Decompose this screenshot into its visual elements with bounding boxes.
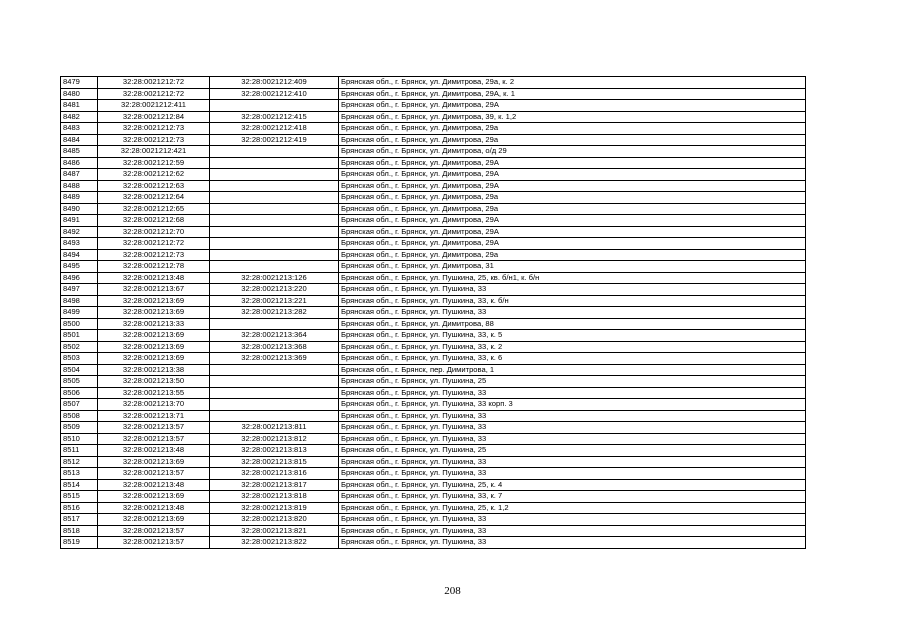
table-row [61, 77, 806, 89]
row-number-cell: 8514 [61, 479, 98, 491]
address-cell: Брянская обл., г. Брянск, ул. Пушкина, 33, к. 6 [339, 353, 806, 365]
address-cell: Брянская обл., г. Брянск, ул. Димитрова, 88 [339, 318, 806, 330]
address-cell: Брянская обл., г. Брянск, ул. Димитрова, 29А [339, 180, 806, 192]
row-number-cell: 8505 [61, 376, 98, 388]
row-number-cell: 8513 [61, 468, 98, 480]
object-number-cell [210, 100, 339, 112]
address-cell: Брянская обл., г. Брянск, ул. Пушкина, 33 [339, 433, 806, 445]
address-cell: Брянская обл., г. Брянск, ул. Пушкина, 33 [339, 468, 806, 480]
object-number-cell [210, 146, 339, 158]
parcel-number-cell: 32:28:0021213:70 [98, 399, 210, 411]
address-cell: Брянская обл., г. Брянск, ул. Димитрова, 29а [339, 203, 806, 215]
table-row [61, 272, 806, 284]
row-number-cell: 8508 [61, 410, 98, 422]
object-number-cell: 32:28:0021213:817 [210, 479, 339, 491]
parcel-number-cell: 32:28:0021213:38 [98, 364, 210, 376]
table-row [61, 318, 806, 330]
parcel-number-cell: 32:28:0021212:68 [98, 215, 210, 227]
table-row [61, 433, 806, 445]
address-cell: Брянская обл., г. Брянск, ул. Димитрова, 29А [339, 238, 806, 250]
address-cell: Брянская обл., г. Брянск, ул. Димитрова, 29а [339, 192, 806, 204]
parcel-number-cell: 32:28:0021212:62 [98, 169, 210, 181]
parcel-number-cell: 32:28:0021213:48 [98, 479, 210, 491]
object-number-cell: 32:28:0021213:368 [210, 341, 339, 353]
object-number-cell: 32:28:0021213:126 [210, 272, 339, 284]
parcel-number-cell: 32:28:0021213:33 [98, 318, 210, 330]
row-number-cell: 8511 [61, 445, 98, 457]
object-number-cell: 32:28:0021213:282 [210, 307, 339, 319]
row-number-cell: 8502 [61, 341, 98, 353]
row-number-cell: 8486 [61, 157, 98, 169]
parcel-number-cell: 32:28:0021213:69 [98, 330, 210, 342]
parcel-number-cell: 32:28:0021213:57 [98, 525, 210, 537]
row-number-cell: 8506 [61, 387, 98, 399]
address-cell: Брянская обл., г. Брянск, ул. Димитрова, 29а, к. 2 [339, 77, 806, 89]
table-row [61, 261, 806, 273]
parcel-number-cell: 32:28:0021212:73 [98, 134, 210, 146]
table-row [61, 215, 806, 227]
table-row [61, 100, 806, 112]
table-row [61, 364, 806, 376]
parcel-number-cell: 32:28:0021213:69 [98, 295, 210, 307]
table-row [61, 491, 806, 503]
address-cell: Брянская обл., г. Брянск, ул. Пушкина, 33 [339, 410, 806, 422]
parcel-number-cell: 32:28:0021212:65 [98, 203, 210, 215]
parcel-number-cell: 32:28:0021212:411 [98, 100, 210, 112]
object-number-cell: 32:28:0021212:419 [210, 134, 339, 146]
table-row [61, 226, 806, 238]
table-row [61, 330, 806, 342]
parcel-number-cell: 32:28:0021213:57 [98, 433, 210, 445]
object-number-cell: 32:28:0021213:813 [210, 445, 339, 457]
row-number-cell: 8496 [61, 272, 98, 284]
page-number: 208 [444, 585, 461, 597]
parcel-number-cell: 32:28:0021212:421 [98, 146, 210, 158]
object-number-cell: 32:28:0021212:418 [210, 123, 339, 135]
object-number-cell: 32:28:0021213:821 [210, 525, 339, 537]
address-cell: Брянская обл., г. Брянск, ул. Димитрова, 29А, к. 1 [339, 88, 806, 100]
object-number-cell [210, 410, 339, 422]
parcel-number-cell: 32:28:0021213:69 [98, 341, 210, 353]
object-number-cell: 32:28:0021213:815 [210, 456, 339, 468]
parcel-number-cell: 32:28:0021213:71 [98, 410, 210, 422]
table-row [61, 525, 806, 537]
parcel-number-cell: 32:28:0021212:70 [98, 226, 210, 238]
table-row [61, 445, 806, 457]
address-cell: Брянская обл., г. Брянск, ул. Пушкина, 33 [339, 537, 806, 549]
address-cell: Брянская обл., г. Брянск, ул. Пушкина, 33 [339, 284, 806, 296]
table-row [61, 249, 806, 261]
table-row [61, 353, 806, 365]
parcel-number-cell: 32:28:0021213:57 [98, 468, 210, 480]
address-cell: Брянская обл., г. Брянск, ул. Пушкина, 33 корп. 3 [339, 399, 806, 411]
address-cell: Брянская обл., г. Брянск, ул. Пушкина, 33, к. б/н [339, 295, 806, 307]
address-cell: Брянская обл., г. Брянск, ул. Димитрова, 31 [339, 261, 806, 273]
address-cell: Брянская обл., г. Брянск, ул. Димитрова, 29А [339, 226, 806, 238]
row-number-cell: 8492 [61, 226, 98, 238]
object-number-cell: 32:28:0021213:812 [210, 433, 339, 445]
address-cell: Брянская обл., г. Брянск, ул. Пушкина, 33, к. 2 [339, 341, 806, 353]
object-number-cell: 32:28:0021213:364 [210, 330, 339, 342]
table-row [61, 376, 806, 388]
table-body [61, 77, 806, 549]
object-number-cell: 32:28:0021213:811 [210, 422, 339, 434]
cadastral-table [60, 76, 806, 549]
object-number-cell: 32:28:0021213:822 [210, 537, 339, 549]
address-cell: Брянская обл., г. Брянск, ул. Димитрова, 29А [339, 169, 806, 181]
object-number-cell [210, 180, 339, 192]
row-number-cell: 8515 [61, 491, 98, 503]
row-number-cell: 8489 [61, 192, 98, 204]
object-number-cell [210, 249, 339, 261]
table-row [61, 295, 806, 307]
address-cell: Брянская обл., г. Брянск, ул. Димитрова, 39, к. 1,2 [339, 111, 806, 123]
parcel-number-cell: 32:28:0021213:50 [98, 376, 210, 388]
parcel-number-cell: 32:28:0021213:67 [98, 284, 210, 296]
row-number-cell: 8480 [61, 88, 98, 100]
object-number-cell [210, 238, 339, 250]
object-number-cell [210, 399, 339, 411]
row-number-cell: 8499 [61, 307, 98, 319]
table-row [61, 468, 806, 480]
table-row [61, 341, 806, 353]
object-number-cell [210, 203, 339, 215]
object-number-cell [210, 226, 339, 238]
table-row [61, 88, 806, 100]
address-cell: Брянская обл., г. Брянск, ул. Пушкина, 25 [339, 445, 806, 457]
object-number-cell: 32:28:0021213:369 [210, 353, 339, 365]
table-row [61, 284, 806, 296]
row-number-cell: 8488 [61, 180, 98, 192]
address-cell: Брянская обл., г. Брянск, ул. Пушкина, 25, кв. б/н1, к. б/н [339, 272, 806, 284]
row-number-cell: 8497 [61, 284, 98, 296]
parcel-number-cell: 32:28:0021212:72 [98, 77, 210, 89]
parcel-number-cell: 32:28:0021213:55 [98, 387, 210, 399]
object-number-cell [210, 215, 339, 227]
object-number-cell [210, 318, 339, 330]
object-number-cell [210, 169, 339, 181]
object-number-cell [210, 376, 339, 388]
table-row [61, 537, 806, 549]
parcel-number-cell: 32:28:0021213:57 [98, 422, 210, 434]
table-row [61, 134, 806, 146]
address-cell: Брянская обл., г. Брянск, ул. Димитрова, о/д 29 [339, 146, 806, 158]
address-cell: Брянская обл., г. Брянск, ул. Пушкина, 33 [339, 307, 806, 319]
parcel-number-cell: 32:28:0021212:73 [98, 249, 210, 261]
object-number-cell: 32:28:0021213:819 [210, 502, 339, 514]
row-number-cell: 8519 [61, 537, 98, 549]
parcel-number-cell: 32:28:0021213:48 [98, 272, 210, 284]
address-cell: Брянская обл., г. Брянск, ул. Пушкина, 33, к. 7 [339, 491, 806, 503]
table-row [61, 157, 806, 169]
object-number-cell: 32:28:0021212:409 [210, 77, 339, 89]
row-number-cell: 8504 [61, 364, 98, 376]
row-number-cell: 8503 [61, 353, 98, 365]
table-row [61, 123, 806, 135]
row-number-cell: 8509 [61, 422, 98, 434]
address-cell: Брянская обл., г. Брянск, ул. Пушкина, 33, к. 5 [339, 330, 806, 342]
object-number-cell [210, 192, 339, 204]
address-cell: Брянская обл., г. Брянск, ул. Пушкина, 33 [339, 422, 806, 434]
row-number-cell: 8498 [61, 295, 98, 307]
parcel-number-cell: 32:28:0021212:84 [98, 111, 210, 123]
object-number-cell: 32:28:0021213:221 [210, 295, 339, 307]
object-number-cell: 32:28:0021213:820 [210, 514, 339, 526]
table-row [61, 192, 806, 204]
row-number-cell: 8495 [61, 261, 98, 273]
parcel-number-cell: 32:28:0021212:72 [98, 238, 210, 250]
table-row [61, 479, 806, 491]
row-number-cell: 8518 [61, 525, 98, 537]
parcel-number-cell: 32:28:0021213:57 [98, 537, 210, 549]
address-cell: Брянская обл., г. Брянск, ул. Димитрова, 29А [339, 215, 806, 227]
row-number-cell: 8507 [61, 399, 98, 411]
table-row [61, 169, 806, 181]
row-number-cell: 8493 [61, 238, 98, 250]
object-number-cell [210, 387, 339, 399]
row-number-cell: 8501 [61, 330, 98, 342]
address-cell: Брянская обл., г. Брянск, ул. Пушкина, 33 [339, 514, 806, 526]
parcel-number-cell: 32:28:0021213:69 [98, 491, 210, 503]
row-number-cell: 8510 [61, 433, 98, 445]
address-cell: Брянская обл., г. Брянск, ул. Пушкина, 25, к. 1,2 [339, 502, 806, 514]
object-number-cell [210, 364, 339, 376]
parcel-number-cell: 32:28:0021213:69 [98, 353, 210, 365]
parcel-number-cell: 32:28:0021212:59 [98, 157, 210, 169]
table-row [61, 514, 806, 526]
address-cell: Брянская обл., г. Брянск, ул. Димитрова, 29А [339, 157, 806, 169]
row-number-cell: 8485 [61, 146, 98, 158]
table-row [61, 410, 806, 422]
address-cell: Брянская обл., г. Брянск, ул. Димитрова, 29а [339, 123, 806, 135]
table-row [61, 238, 806, 250]
row-number-cell: 8516 [61, 502, 98, 514]
parcel-number-cell: 32:28:0021213:48 [98, 502, 210, 514]
address-cell: Брянская обл., г. Брянск, ул. Пушкина, 33 [339, 525, 806, 537]
row-number-cell: 8512 [61, 456, 98, 468]
address-cell: Брянская обл., г. Брянск, ул. Пушкина, 25 [339, 376, 806, 388]
row-number-cell: 8482 [61, 111, 98, 123]
parcel-number-cell: 32:28:0021212:72 [98, 88, 210, 100]
table-row [61, 387, 806, 399]
row-number-cell: 8500 [61, 318, 98, 330]
address-cell: Брянская обл., г. Брянск, ул. Пушкина, 33 [339, 456, 806, 468]
address-cell: Брянская обл., г. Брянск, ул. Димитрова, 29а [339, 134, 806, 146]
row-number-cell: 8490 [61, 203, 98, 215]
parcel-number-cell: 32:28:0021213:69 [98, 307, 210, 319]
table-row [61, 456, 806, 468]
row-number-cell: 8487 [61, 169, 98, 181]
table-row [61, 180, 806, 192]
row-number-cell: 8479 [61, 77, 98, 89]
address-cell: Брянская обл., г. Брянск, ул. Пушкина, 25, к. 4 [339, 479, 806, 491]
table-row [61, 502, 806, 514]
table-row [61, 203, 806, 215]
object-number-cell: 32:28:0021212:410 [210, 88, 339, 100]
row-number-cell: 8484 [61, 134, 98, 146]
object-number-cell: 32:28:0021212:415 [210, 111, 339, 123]
parcel-number-cell: 32:28:0021212:64 [98, 192, 210, 204]
parcel-number-cell: 32:28:0021212:73 [98, 123, 210, 135]
row-number-cell: 8494 [61, 249, 98, 261]
parcel-number-cell: 32:28:0021213:48 [98, 445, 210, 457]
object-number-cell: 32:28:0021213:816 [210, 468, 339, 480]
parcel-number-cell: 32:28:0021212:63 [98, 180, 210, 192]
parcel-number-cell: 32:28:0021212:78 [98, 261, 210, 273]
table-row [61, 111, 806, 123]
row-number-cell: 8491 [61, 215, 98, 227]
object-number-cell [210, 157, 339, 169]
table-row [61, 422, 806, 434]
table-row [61, 146, 806, 158]
object-number-cell [210, 261, 339, 273]
parcel-number-cell: 32:28:0021213:69 [98, 456, 210, 468]
address-cell: Брянская обл., г. Брянск, ул. Димитрова, 29А [339, 100, 806, 112]
address-cell: Брянская обл., г. Брянск, ул. Пушкина, 33 [339, 387, 806, 399]
object-number-cell: 32:28:0021213:818 [210, 491, 339, 503]
address-cell: Брянская обл., г. Брянск, ул. Димитрова, 29а [339, 249, 806, 261]
table-row [61, 307, 806, 319]
table-row [61, 399, 806, 411]
address-cell: Брянская обл., г. Брянск, пер. Димитрова, 1 [339, 364, 806, 376]
row-number-cell: 8481 [61, 100, 98, 112]
row-number-cell: 8517 [61, 514, 98, 526]
object-number-cell: 32:28:0021213:220 [210, 284, 339, 296]
row-number-cell: 8483 [61, 123, 98, 135]
parcel-number-cell: 32:28:0021213:69 [98, 514, 210, 526]
